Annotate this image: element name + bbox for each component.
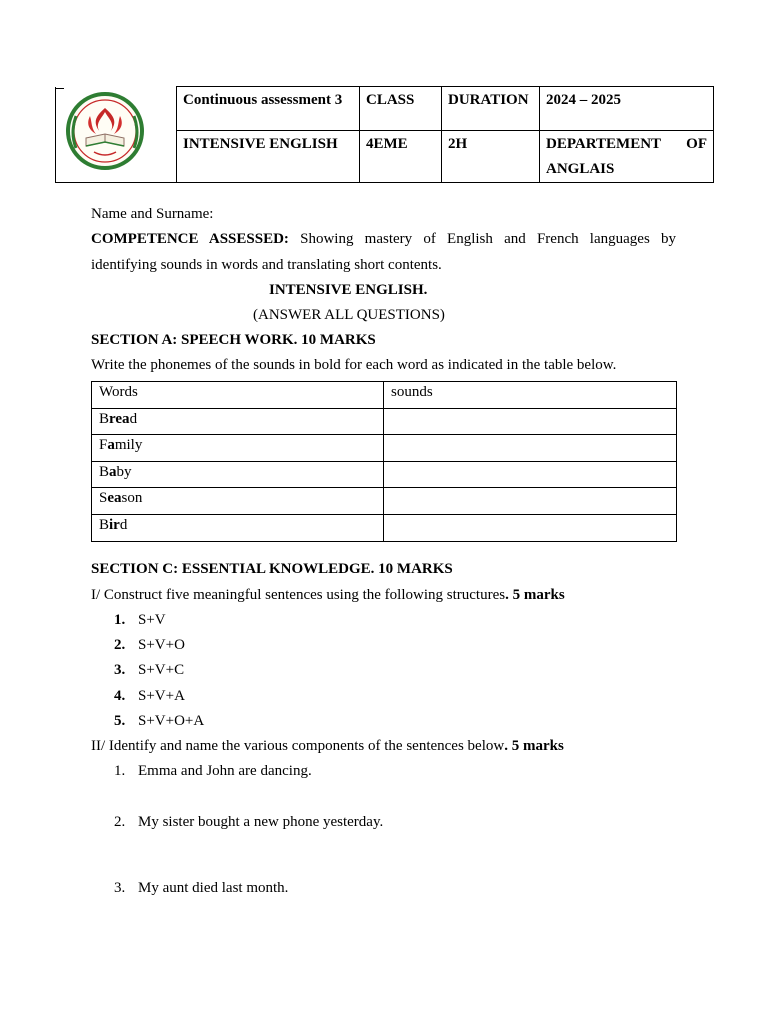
class-value: 4EME <box>360 131 442 183</box>
word-prefix: F <box>99 437 108 454</box>
sound-answer-cell[interactable] <box>384 461 677 488</box>
sound-answer-cell[interactable] <box>384 488 677 515</box>
word-bold-sound: ir <box>109 516 120 533</box>
sentence-text: My aunt died last month. <box>138 880 289 896</box>
department-word: DEPARTEMENT <box>546 136 662 152</box>
list-item <box>114 684 185 709</box>
table-row <box>92 408 677 435</box>
word-bold-sound: rea <box>109 410 130 427</box>
item-number: 5. <box>114 713 126 729</box>
sound-answer-cell[interactable] <box>384 514 677 541</box>
sounds-header: sounds <box>384 382 677 409</box>
word-prefix: S <box>99 490 108 507</box>
part2-instruction <box>91 734 676 759</box>
word-bold-sound: a <box>109 463 117 480</box>
part1-marks: . 5 marks <box>505 587 565 603</box>
list-item <box>114 810 383 835</box>
sound-answer-cell[interactable] <box>384 435 677 462</box>
part1-instruction <box>91 583 676 608</box>
department-name <box>540 131 714 183</box>
item-number: 1. <box>114 763 126 779</box>
word-prefix: B <box>99 410 110 427</box>
section-a-heading: SECTION A: SPEECH WORK. 10 MARKS <box>91 332 376 348</box>
list-item <box>114 658 184 683</box>
assessment-title: Continuous assessment 3 <box>177 87 360 131</box>
structure-text: S+V+C <box>138 662 185 678</box>
item-number: 2. <box>114 637 126 653</box>
word-suffix: by <box>116 463 132 480</box>
duration-label: DURATION <box>442 87 540 131</box>
words-header: Words <box>92 382 384 409</box>
department-of: OF <box>686 136 707 152</box>
page-title: INTENSIVE ENGLISH. <box>269 282 428 298</box>
part2-instruction-text: II/ Identify and name the various components of the sentences below <box>91 738 505 754</box>
school-crest-icon <box>56 88 177 182</box>
item-number: 3. <box>114 880 126 896</box>
structure-text: S+V+O <box>138 637 185 653</box>
competence-text-2: identifying sounds in words and translating short contents. <box>91 257 442 273</box>
item-number: 1. <box>114 612 126 628</box>
word-suffix: son <box>121 490 143 507</box>
word-cell <box>92 461 384 488</box>
table-header-row <box>92 382 677 409</box>
sentence-text: Emma and John are dancing. <box>138 763 312 779</box>
list-item <box>114 709 204 734</box>
sound-answer-cell[interactable] <box>384 408 677 435</box>
list-item <box>114 876 288 901</box>
logo-cell <box>56 87 177 183</box>
structure-text: S+V+A <box>138 688 185 704</box>
subject-name: INTENSIVE ENGLISH <box>177 131 360 183</box>
structure-text: S+V+O+A <box>138 713 205 729</box>
table-row <box>92 435 677 462</box>
header-table <box>55 86 714 183</box>
item-number: 4. <box>114 688 126 704</box>
section-c-heading: SECTION C: ESSENTIAL KNOWLEDGE. 10 MARKS <box>91 561 453 577</box>
competence-label: COMPETENCE ASSESSED: <box>91 231 289 247</box>
table-row <box>92 488 677 515</box>
part1-instruction-text: I/ Construct five meaningful sentences using the following structures <box>91 587 506 603</box>
duration-value: 2H <box>442 131 540 183</box>
structure-text: S+V <box>138 612 166 628</box>
word-cell <box>92 514 384 541</box>
answer-all-instruction: (ANSWER ALL QUESTIONS) <box>253 307 445 323</box>
word-suffix: mily <box>114 437 143 454</box>
list-item <box>114 759 312 784</box>
class-label: CLASS <box>360 87 442 131</box>
sentence-text: My sister bought a new phone yesterday. <box>138 814 384 830</box>
word-prefix: B <box>99 516 110 533</box>
academic-year: 2024 – 2025 <box>540 87 714 131</box>
word-suffix: d <box>129 410 138 427</box>
list-item <box>114 633 185 658</box>
word-cell <box>92 408 384 435</box>
table-row <box>92 514 677 541</box>
table-row <box>92 461 677 488</box>
word-cell <box>92 488 384 515</box>
name-label: Name and Surname: <box>91 206 214 222</box>
competence-text-1: Showing mastery of English and French languages by <box>300 231 676 247</box>
word-prefix: B <box>99 463 110 480</box>
competence-line1 <box>91 227 676 252</box>
item-number: 3. <box>114 662 126 678</box>
department-line2: ANGLAIS <box>546 161 615 177</box>
part2-marks: . 5 marks <box>504 738 564 754</box>
section-a-instruction: Write the phonemes of the sounds in bold for each word as indicated in the table below. <box>91 357 617 373</box>
word-bold-sound: ea <box>107 490 122 507</box>
word-bold-sound: a <box>107 437 115 454</box>
word-suffix: d <box>119 516 128 533</box>
word-cell <box>92 435 384 462</box>
list-item <box>114 608 166 633</box>
sounds-table <box>91 381 677 542</box>
item-number: 2. <box>114 814 126 830</box>
